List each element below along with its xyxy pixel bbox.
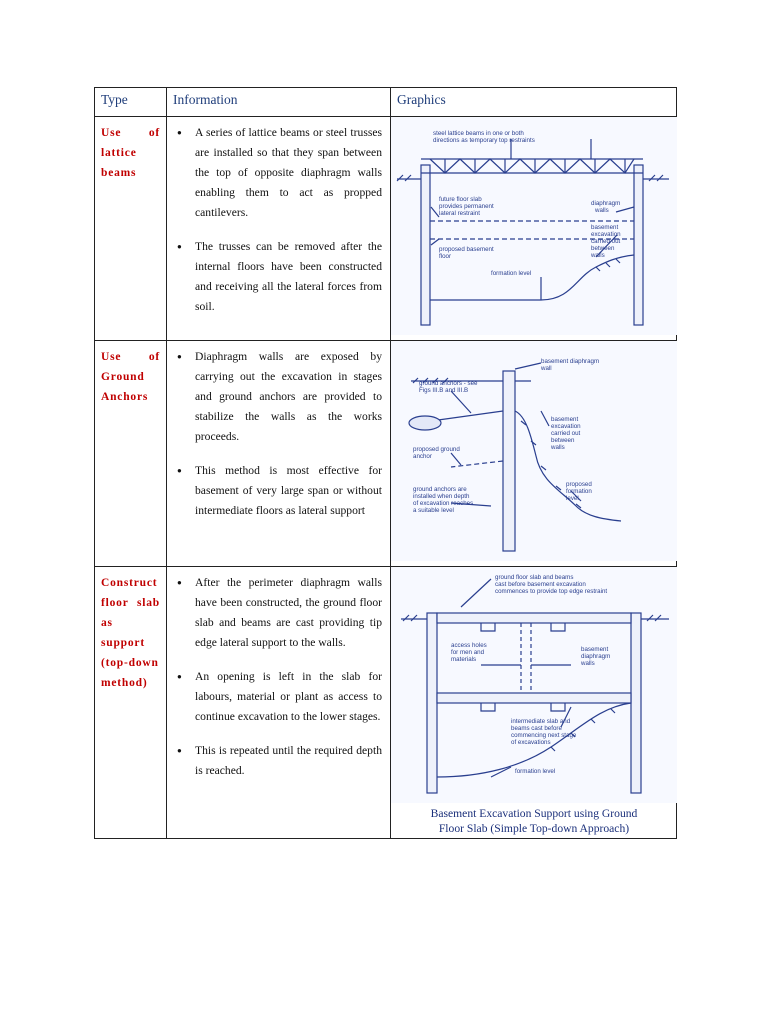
diagram-label: between <box>591 245 615 252</box>
diagram-label: anchor <box>413 453 432 460</box>
diagram-label: ground anchors are <box>413 486 467 493</box>
list-item: ● A series of lattice beams or steel trusses are installed so that they span between the top of opposite diaphragm walls enabling them to act as propped cantilevers. <box>195 123 382 223</box>
diagram-label: basement <box>581 646 609 653</box>
diagram-label: carried out <box>591 238 621 245</box>
diagram-label: walls <box>595 207 609 214</box>
diagram-label: walls <box>591 252 605 259</box>
diagram-label: formation level <box>491 270 532 277</box>
diagram-label: intermediate slab and <box>511 718 571 725</box>
diagram-label: basement <box>551 416 579 423</box>
header-row <box>95 88 677 117</box>
diagram-label: walls <box>581 660 595 667</box>
information-cell <box>167 567 391 839</box>
list-item: ● This method is most effective for basement of very large span or without intermediate floors as lateral support <box>195 461 382 521</box>
information-cell <box>167 117 391 341</box>
diagram-label: lateral restraint <box>439 210 480 217</box>
diagram-label: diaphragm <box>581 653 611 660</box>
diagram-label: ground floor slab and beams <box>495 574 574 581</box>
construction-methods-table <box>94 87 677 839</box>
diagram-label: wall <box>541 365 552 372</box>
diagram-label: diaphragm <box>591 200 621 207</box>
header-graphics: Graphics <box>391 88 677 117</box>
diagram-label: between <box>551 437 575 444</box>
diagram-label: formation level <box>515 768 556 775</box>
diagram-label: floor <box>439 253 452 260</box>
diagram-label: level <box>566 495 579 502</box>
lattice-beam-diagram <box>391 117 677 335</box>
header-information: Information <box>167 88 391 117</box>
list-item: ● This is repeated until the required depth is reached. <box>195 741 382 781</box>
diagram-label: beams cast before <box>511 725 562 732</box>
diagram-label: ground anchors - see <box>419 380 478 387</box>
graphic-cell <box>391 117 677 341</box>
diagram-label: of excavations <box>511 739 551 746</box>
diagram-label: cast before basement excavation <box>495 581 586 588</box>
diagram-label: commences to provide top edge restraint <box>495 588 608 595</box>
diagram-label: provides permanent <box>439 203 494 210</box>
diagram-label: of excavation reaches <box>413 500 474 507</box>
type-cell: Construct floor slab as support (top-down method) <box>95 567 167 839</box>
diagram-label: installed when depth <box>413 493 470 500</box>
diagram-label: proposed basement <box>439 246 494 253</box>
diagram-label: commencing next stage <box>511 732 577 739</box>
table-row <box>95 341 677 567</box>
diagram-label: carried out <box>551 430 581 437</box>
diagram-label: a suitable level <box>413 507 454 514</box>
information-cell <box>167 341 391 567</box>
diagram-label: basement diaphragm <box>541 358 600 365</box>
diagram-label: directions as temporary top restraints <box>433 137 535 144</box>
diagram-label: materials <box>451 656 477 663</box>
ground-anchor-diagram <box>391 341 677 561</box>
type-cell: Use of Ground Anchors <box>95 341 167 567</box>
diagram-label: proposed <box>566 481 592 488</box>
diagram-label: walls <box>551 444 565 451</box>
diagram-label: excavation <box>551 423 581 430</box>
table-row <box>95 117 677 341</box>
header-type: Type <box>95 88 167 117</box>
list-item: ● An opening is left in the slab for labours, material or plant as access to continue excavation to the lower stages. <box>195 667 382 727</box>
list-item: ● After the perimeter diaphragm walls have been constructed, the ground floor slab and beams are cast providing tip edge lateral support to the walls. <box>195 573 382 653</box>
diagram-label: excavation <box>591 231 621 238</box>
graphic-cell <box>391 567 677 839</box>
list-item: ● The trusses can be removed after the internal floors have been constructed and receiving all the lateral forces from soil. <box>195 237 382 317</box>
list-item: ● Diaphragm walls are exposed by carrying out the excavation in stages and ground anchors are provided to stabilize the walls as the works proceeds. <box>195 347 382 447</box>
diagram-label: steel lattice beams in one or both <box>433 130 524 137</box>
type-cell: Use of lattice beams <box>95 117 167 341</box>
figure-caption-line-1: Basement Excavation Support using Ground <box>430 807 638 820</box>
diagram-label: proposed ground <box>413 446 460 453</box>
diagram-label: basement <box>591 224 619 231</box>
graphic-cell <box>391 341 677 567</box>
diagram-label: future floor slab <box>439 196 482 203</box>
diagram-label: access holes <box>451 642 487 649</box>
diagram-label: Figs III.B and III.B <box>419 387 469 394</box>
figure-caption-line-2: Floor Slab (Simple Top-down Approach) <box>438 822 630 835</box>
table-row <box>95 567 677 839</box>
top-down-diagram <box>391 567 677 803</box>
diagram-label: for men and <box>451 649 485 656</box>
diagram-label: formation <box>566 488 592 495</box>
